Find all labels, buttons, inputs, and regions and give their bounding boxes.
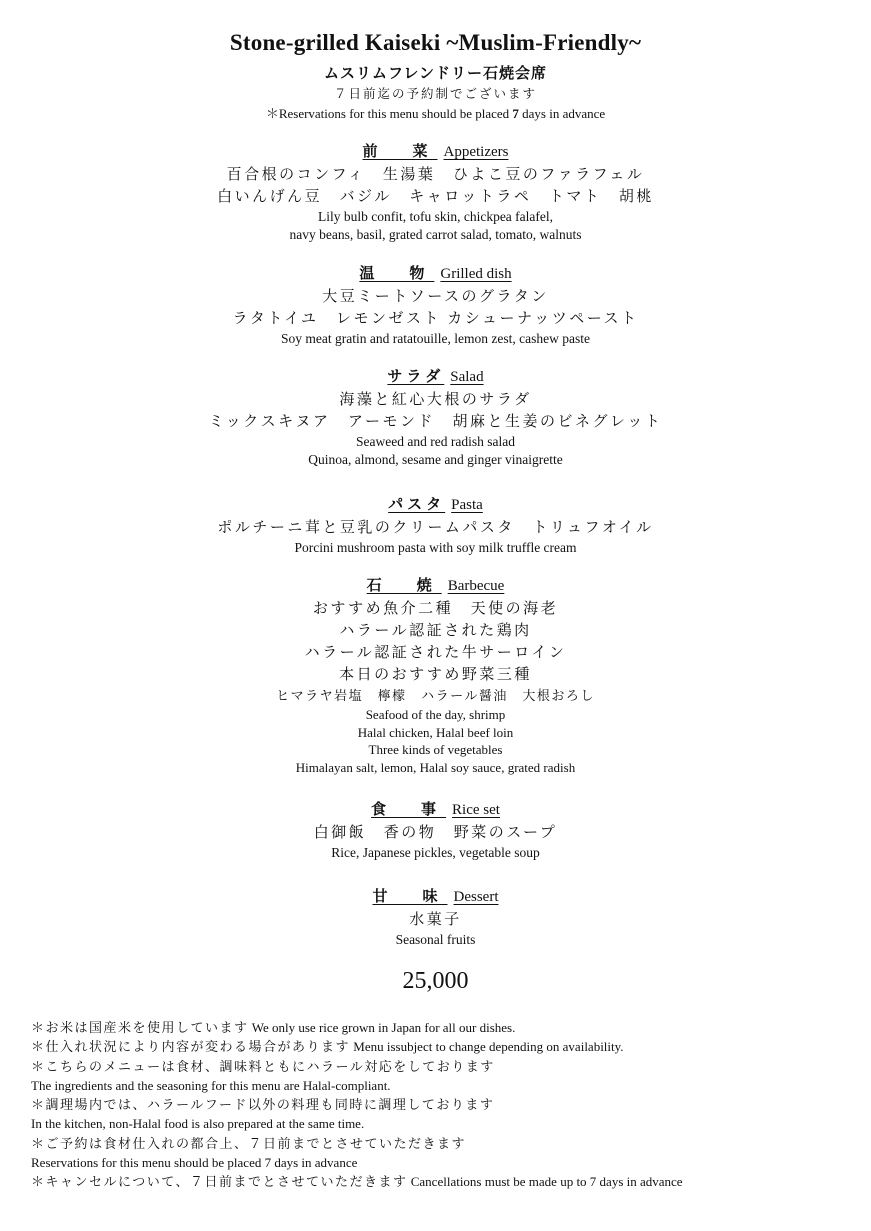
section-dessert	[0, 887, 871, 949]
footnote-ja: ＊ご予約は食材仕入れの都合上、７日前までとさせていただきます	[31, 1135, 467, 1151]
footnote-halal-en: The ingredients and the seasoning for this menu are Halal-compliant.	[31, 1077, 391, 1093]
section-heading-en: Pasta	[451, 497, 483, 513]
section-heading	[0, 576, 871, 598]
dish-line-ja: ラタトイユ レモンゼスト カシューナッツペースト	[232, 311, 639, 327]
footnote-en: We only use rice grown in Japan for all our dishes.	[248, 1020, 516, 1035]
menu-price: 25,000	[402, 968, 469, 994]
footnote-en: Cancellations must be made up to 7 days in advance	[407, 1174, 683, 1190]
footnote-kitchen-en: In the kitchen, non-Halal food is also prepared at the same time.	[31, 1116, 365, 1132]
reservation-note-en-suffix: days in advance	[518, 106, 606, 121]
footnote-halal-ja	[31, 1057, 831, 1076]
section-heading-ja: 石 焼	[366, 578, 442, 594]
dish-line-ja: 海藻と紅心大根のサラダ	[339, 392, 532, 408]
reservation-note-en-prefix: ＊Reservations for this menu should be placed	[265, 106, 513, 121]
section-heading-en: Dessert	[453, 889, 499, 905]
footer-notes	[31, 1018, 831, 1192]
reservation-note-en	[0, 103, 871, 122]
footnote-ja: ＊こちらのメニューは食材、調味料ともにハラール対応をしております	[31, 1058, 495, 1074]
section-heading	[0, 142, 871, 164]
section-heading	[0, 495, 871, 517]
section-heading-ja: 食 事	[371, 802, 447, 818]
section-barbecue	[0, 576, 871, 776]
dish-line-ja: ミックスキヌア アーモンド 胡麻と生姜のビネグレット	[208, 414, 663, 430]
section-heading-ja: 前 菜	[362, 144, 438, 160]
footnote-cancellation	[31, 1172, 831, 1191]
footnote-kitchen-ja	[31, 1095, 831, 1114]
dish-line-en: Lily bulb confit, tofu skin, chickpea falafel,	[317, 209, 554, 224]
section-heading-ja: サラダ	[387, 369, 445, 385]
section-heading	[0, 367, 871, 389]
section-heading	[0, 800, 871, 822]
dish-line-ja: 本日のおすすめ野菜三種	[339, 667, 532, 683]
dish-line-en: Himalayan salt, lemon, Halal soy sauce, grated radish	[295, 759, 576, 775]
section-salad	[0, 367, 871, 469]
dish-line-en: Three kinds of vegetables	[368, 742, 503, 757]
footnote-availability	[31, 1037, 831, 1056]
footnote-reservation-ja	[31, 1134, 831, 1153]
section-heading-ja: 温 物	[359, 266, 435, 282]
section-rice-set	[0, 800, 871, 862]
reservation-note-ja: ７日前迄の予約制でございます	[333, 87, 537, 101]
footnote-rice	[31, 1018, 831, 1037]
section-heading-en: Appetizers	[443, 144, 509, 160]
section-heading-en: Rice set	[452, 802, 500, 818]
dish-line-ja: ポルチーニ茸と豆乳のクリームパスタ トリュフオイル	[217, 520, 654, 536]
dish-line-en: Halal chicken, Halal beef loin	[357, 724, 514, 740]
dish-line-en: Porcini mushroom pasta with soy milk truffle cream	[294, 540, 577, 555]
dish-line-en: navy beans, basil, grated carrot salad, tomato, walnuts	[289, 227, 582, 242]
dish-line-ja: ハラール認証された牛サーロイン	[304, 645, 567, 661]
reservation-note-en-days: 7	[512, 106, 519, 121]
section-heading-ja: パスタ	[388, 497, 446, 513]
footnote-ja: ＊お米は国産米を使用しています	[31, 1020, 249, 1035]
dish-line-en: Soy meat gratin and ratatouille, lemon zest, cashew paste	[281, 331, 590, 346]
menu-title: Stone-grilled Kaiseki ~Muslim-Friendly~	[229, 30, 642, 55]
section-heading-en: Barbecue	[447, 578, 505, 594]
footnote-en: Menu issubject to change depending on availability.	[350, 1039, 624, 1055]
footnote-ja: ＊仕入れ状況により内容が変わる場合があります	[31, 1039, 351, 1055]
footnote-reservation-en: Reservations for this menu should be placed 7 days in advance	[31, 1155, 358, 1171]
dish-line-ja: 白御飯 香の物 野菜のスープ	[313, 825, 558, 841]
dish-line-ja: 百合根のコンフィ 生湯葉 ひよこ豆のファラフェル	[226, 167, 645, 183]
section-heading	[0, 264, 871, 286]
section-heading	[0, 887, 871, 909]
dish-line-en: Quinoa, almond, sesame and ginger vinaigrette	[308, 452, 563, 467]
dish-line-ja: 白いんげん豆 バジル キャロットラペ トマト 胡桃	[217, 189, 654, 205]
dish-line-en: Seafood of the day, shrimp	[365, 707, 506, 722]
dish-line-en: Seasonal fruits	[395, 932, 476, 947]
dish-line-ja: ハラール認証された鶏肉	[339, 623, 532, 639]
dish-line-en: Rice, Japanese pickles, vegetable soup	[331, 845, 540, 860]
section-grilled	[0, 264, 871, 348]
condiments-line-ja: ヒマラヤ岩塩 檸檬 ハラール醤油 大根おろし	[276, 688, 595, 703]
section-pasta	[0, 495, 871, 557]
dish-line-en: Seaweed and red radish salad	[356, 434, 515, 449]
footnote-ja: ＊調理場内では、ハラールフード以外の料理も同時に調理しております	[31, 1097, 495, 1113]
dish-line-ja: おすすめ魚介二種 天使の海老	[312, 601, 559, 617]
dish-line-ja: 水菓子	[409, 912, 462, 928]
dish-line-ja: 大豆ミートソースのグラタン	[322, 289, 549, 305]
section-heading-en: Grilled dish	[440, 266, 512, 282]
section-heading-ja: 甘 味	[372, 889, 448, 905]
footnote-ja: ＊キャンセルについて、７日前までとさせていただきます	[31, 1174, 408, 1190]
section-heading-en: Salad	[450, 369, 484, 385]
section-appetizers	[0, 142, 871, 244]
menu-subtitle-ja: ムスリムフレンドリー石焼会席	[323, 66, 548, 82]
